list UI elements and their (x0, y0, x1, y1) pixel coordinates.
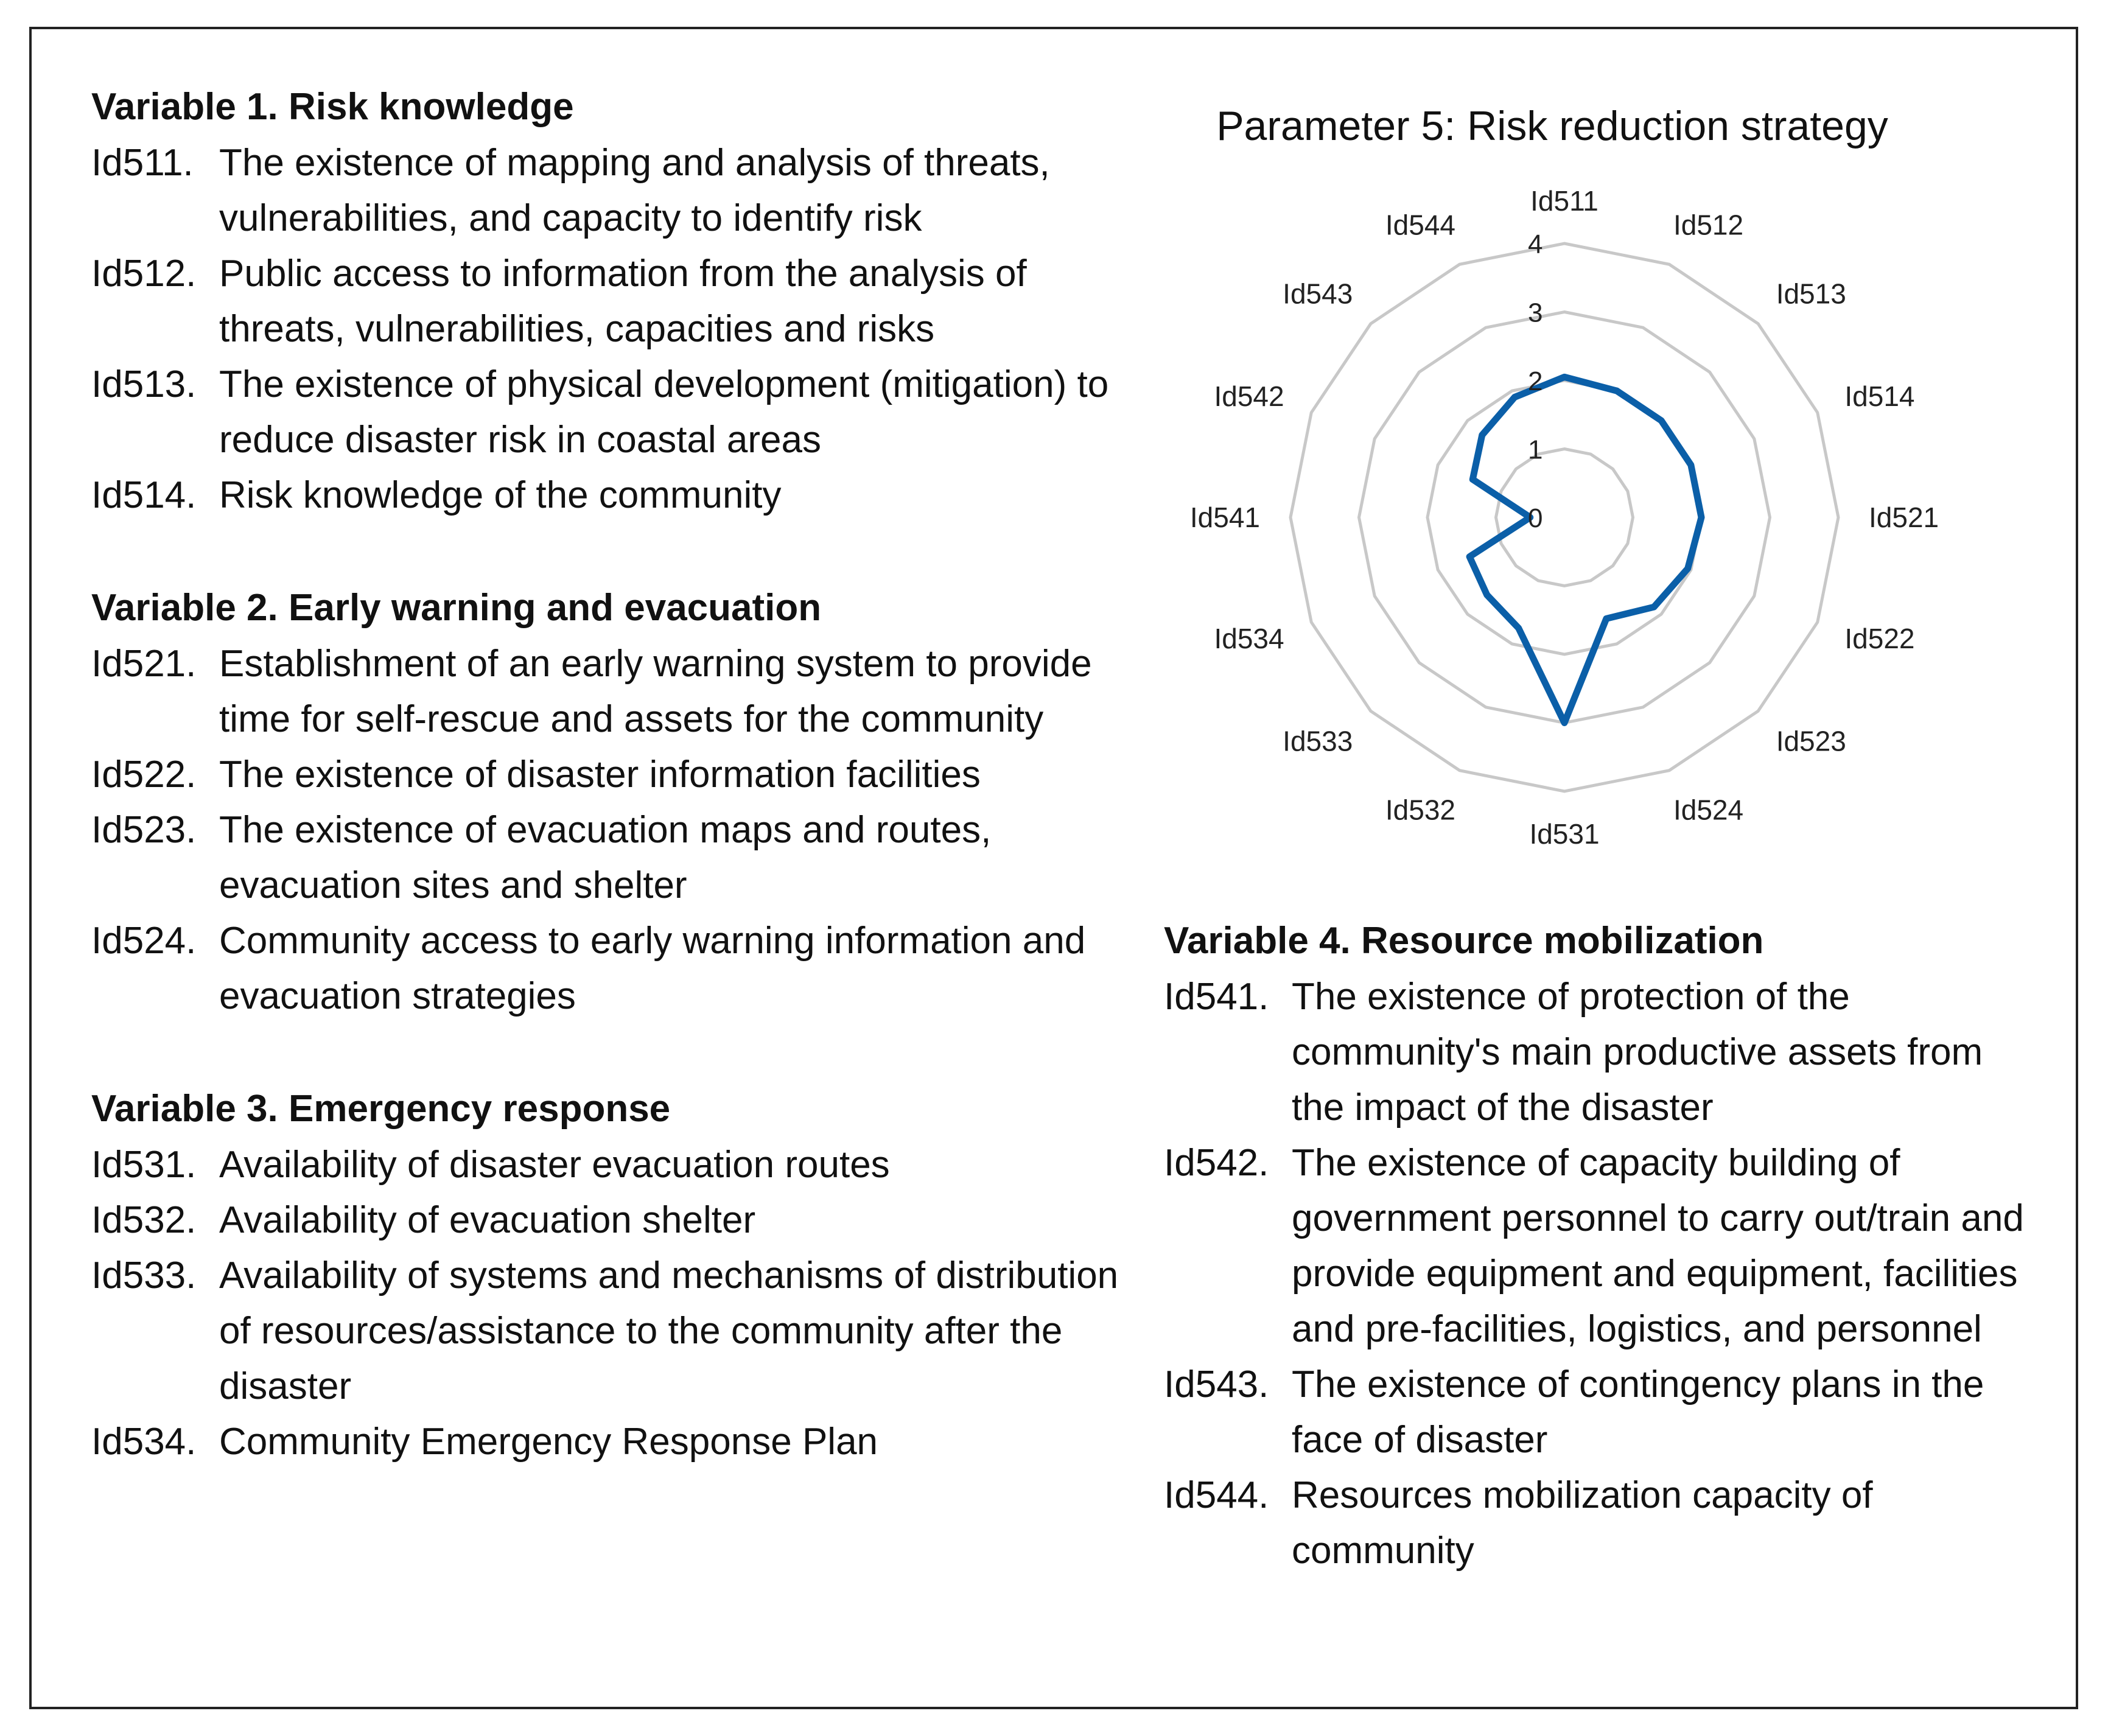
indicator-id: Id524. (91, 920, 197, 962)
indicator-id: Id511. (91, 142, 194, 184)
category-label: Id543 (1283, 278, 1353, 310)
category-label: Id514 (1844, 380, 1915, 413)
radar-grid (1290, 243, 1838, 791)
indicator-description: Availability of evacuation shelter (219, 1199, 756, 1241)
indicator-description: Risk knowledge of the community (219, 474, 782, 516)
indicator-id: Id532. (91, 1199, 197, 1241)
indicator-id: Id522. (91, 754, 197, 796)
indicator-item (1164, 1468, 2028, 1578)
radial-tick-label: 1 (1528, 435, 1543, 465)
category-label: Id534 (1214, 622, 1284, 654)
variable-heading: Variable 3. Emergency response (91, 1088, 671, 1130)
indicator-description: The existence of disaster information facilities (219, 754, 981, 796)
indicator-id: Id514. (91, 474, 197, 516)
category-label: Id541 (1189, 502, 1260, 533)
section-gap (91, 523, 1150, 580)
category-label: Id542 (1214, 380, 1284, 413)
indicator-item (91, 135, 1150, 246)
indicator-item (91, 802, 1150, 913)
grid-ring (1290, 243, 1838, 791)
radial-tick-label: 3 (1528, 298, 1543, 328)
category-label: Id544 (1385, 209, 1456, 241)
indicator-item (1164, 1135, 2028, 1357)
category-label: Id533 (1283, 725, 1353, 757)
radar-chart (1144, 97, 2021, 864)
grid-ring (1496, 449, 1633, 586)
indicator-id: Id512. (91, 253, 197, 295)
variable-heading: Variable 1. Risk knowledge (91, 86, 574, 128)
section-gap (91, 1024, 1150, 1081)
category-label: Id512 (1673, 209, 1744, 241)
chart-title: Parameter 5: Risk reduction strategy (1216, 103, 1888, 149)
indicator-item (91, 467, 1150, 523)
indicator-id: Id543. (1164, 1363, 1269, 1405)
category-label: Id511 (1530, 185, 1599, 217)
indicator-description: The existence of evacuation maps and routes, evacuation sites and shelter (219, 809, 992, 906)
category-label: Id522 (1844, 622, 1915, 654)
indicator-description: The existence of capacity building of government personnel to carry out/train and provide equipment and equipment, facilities and pre-facilities, logistics, and personnel (1292, 1142, 2024, 1350)
variables-right-column (1164, 913, 2028, 1578)
indicator-item (91, 1414, 1150, 1469)
indicator-id: Id523. (91, 809, 197, 851)
indicator-id: Id521. (91, 643, 197, 685)
indicator-id: Id541. (1164, 976, 1269, 1018)
indicator-item (91, 1192, 1150, 1248)
category-labels (1190, 185, 1939, 850)
indicator-item (91, 636, 1150, 747)
indicator-item (91, 1137, 1150, 1192)
variable-heading: Variable 4. Resource mobilization (1164, 920, 1764, 962)
indicator-description: Public access to information from the analysis of threats, vulnerabilities, capacities and risks (219, 253, 1027, 350)
indicator-description: Availability of disaster evacuation routes (219, 1144, 890, 1186)
variable-heading: Variable 2. Early warning and evacuation (91, 587, 822, 629)
indicator-description: The existence of protection of the community's main productive assets from the impact of the disaster (1292, 976, 1983, 1129)
radial-tick-label: 4 (1528, 229, 1543, 259)
category-label: Id531 (1529, 818, 1600, 850)
radial-tick-label: 0 (1528, 503, 1543, 533)
indicator-item (91, 747, 1150, 802)
indicator-item (91, 1248, 1150, 1414)
indicator-item (91, 357, 1150, 467)
category-label: Id532 (1385, 794, 1456, 826)
indicator-id: Id513. (91, 363, 197, 405)
indicator-description: The existence of physical development (mitigation) to reduce disaster risk in coastal areas (219, 363, 1109, 461)
indicator-id: Id544. (1164, 1474, 1269, 1516)
grid-ring (1359, 312, 1770, 723)
radial-tick-label: 2 (1528, 366, 1543, 396)
indicator-id: Id533. (91, 1255, 197, 1297)
radial-tick-labels (1528, 229, 1542, 533)
category-label: Id524 (1673, 794, 1744, 826)
indicator-description: Establishment of an early warning system to provide time for self-rescue and assets for the community (219, 643, 1092, 740)
indicator-description: Community Emergency Response Plan (219, 1421, 878, 1463)
indicator-id: Id534. (91, 1421, 197, 1463)
category-label: Id521 (1869, 502, 1939, 533)
variables-left-column (91, 79, 1150, 1469)
indicator-description: Resources mobilization capacity of community (1292, 1474, 1873, 1572)
indicator-description: The existence of contingency plans in the face of disaster (1292, 1363, 1984, 1461)
indicator-item (91, 246, 1150, 357)
indicator-item (1164, 1357, 2028, 1468)
indicator-item (91, 913, 1150, 1024)
category-label: Id523 (1776, 725, 1846, 757)
indicator-description: Availability of systems and mechanisms of distribution of resources/assistance to the community after the disaster (219, 1255, 1119, 1407)
indicator-id: Id531. (91, 1144, 197, 1186)
indicator-description: Community access to early warning information and evacuation strategies (219, 920, 1086, 1017)
category-label: Id513 (1776, 278, 1846, 310)
indicator-description: The existence of mapping and analysis of threats, vulnerabilities, and capacity to identify risk (219, 142, 1050, 239)
indicator-id: Id542. (1164, 1142, 1269, 1184)
indicator-item (1164, 969, 2028, 1135)
